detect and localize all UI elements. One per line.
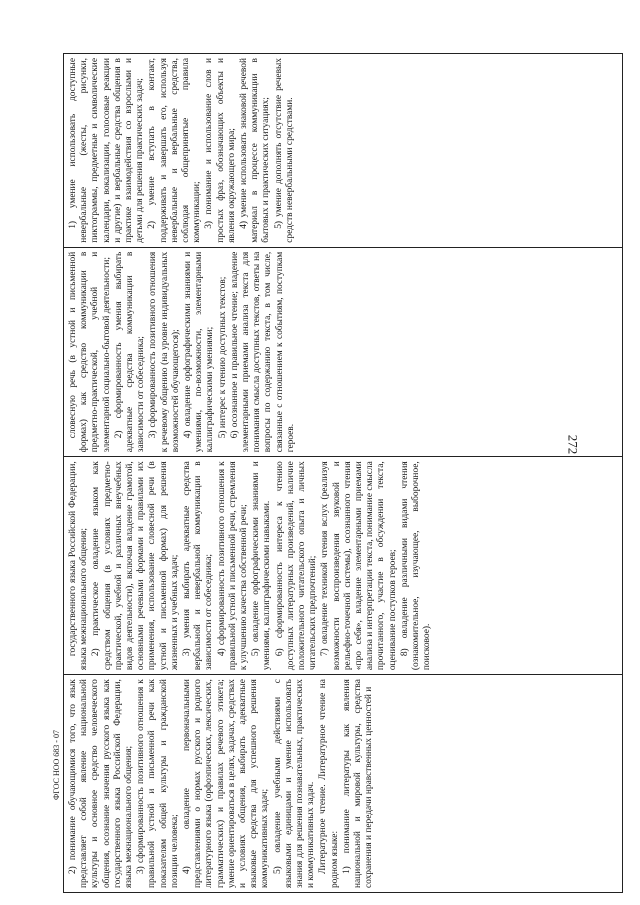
table-paragraph: 6) сформированность интереса к чтению доступных литературных произведений, наличие положительного читательского опыта и личных читательских предпочтений; (274, 461, 319, 671)
table-paragraph: 3) сформированность позитивного отношения к речевому общению (на уровне индивидуальных возможностей обучающегося); (148, 251, 181, 453)
table-paragraph: 3) понимание и использование слов и простых фраз, обозначающих объекты и явления окружающего мира; (204, 58, 237, 243)
table-paragraph: 5) умение дополнять отсутствие речевых средств невербальными средствами. (273, 58, 295, 243)
table-paragraph: 2) сформированность умения выбирать адекватные средства коммуникации в зависимости от собеседника; (113, 251, 147, 453)
table-paragraph: 5) интерес к чтению доступных текстов; (217, 276, 228, 439)
table-paragraph: 1) понимание литературы как явления национальной и мировой культуры, средства сохранения и передачи нравственных ценностей и (341, 679, 375, 888)
page-number: 272 (565, 434, 581, 455)
footer-code: ФГОС НОО 683 - 07 (52, 730, 61, 800)
table-column-4 (64, 54, 622, 247)
table-column-1 (64, 674, 622, 892)
table-column-2 (64, 456, 622, 674)
table-paragraph: 4) умение использовать знаковой речевой материал в процессе коммуникации в бытовых и практических ситуациях; (239, 58, 272, 243)
table-paragraph: 3) сформированность позитивного отношения к правильной устной и письменной речи как показателям общей культуры и гражданской позиции человека; (136, 679, 180, 888)
table-paragraph: государственного языка Российской Федерации, языка межнационального общения; (68, 461, 90, 671)
table-paragraph: 6) осознанное и правильное чтение; владение элементарными приемами анализа текста для понимания смысла доступных текстов, ответы на вопросы по содержанию текста, в том числе, связанные с отношением к событиям, поступкам героев. (229, 251, 296, 453)
table-paragraph: 5) овладение учебными действиями с языковыми единицами и умение использовать знания для решения познавательных, практических и коммуникативных задач. (272, 679, 317, 888)
table-paragraph: 5) овладение орфографическими знаниями и умениями, каллиграфическими навыками. (251, 461, 273, 671)
standards-table-rotated (63, 53, 623, 893)
table-paragraph: 4) овладение первоначальными представлениями о нормах русского и родного литературного языка (орфоэпических, лексических, грамматических) и правилах речевого этикета; умение ориентироваться в целях, задачах, средствах и условиях общения, выбирать адекватные языковые средства для успешного решения коммуникативных задач; (182, 679, 271, 888)
table-paragraph: Литературное чтение. Литературное чтение на родном языке: (318, 679, 340, 888)
table-paragraph: 2) практическое овладение языком как средством общения (в условиях предметно-практической, учебной и различных внеучебных видов деятельности), включая владение грамотой, основными речевыми формами и правилами их применения, использование словесной речи (в устной и письменной формах) для решения жизненных и учебных задач; (91, 461, 180, 671)
table-paragraph: 2) умение вступать в контакт, поддерживать и завершать его, используя невербальные и вербальные средства, соблюдая общепринятые правила коммуникации; (147, 58, 203, 243)
table-paragraph: 3) умения выбирать адекватные средства вербальной и невербальной коммуникации в зависимости от собеседника; (182, 461, 215, 671)
standards-table (63, 53, 623, 893)
table-paragraph: 8) овладение различными видами чтения (ознакомительное, изучающее, выборочное, поисковое). (399, 461, 433, 671)
table-paragraph: 7) овладение техникой чтения вслух (реализуя возможности воспроизведения звуковой и рельефно-точечной системы), осознанного чтения «про себя», владение элементарными приемами анализа и интерпретации текста, понимание смысла прочитанного, участие в обсуждении текста, оценивание поступков героев; (320, 461, 398, 671)
table-paragraph: 1) умение использовать доступные невербальные (жесты, рисунки, пиктограммы, предметные и символические календари, вокализации, голосовые реакции и другие) и вербальные средства общения в практике взаимодействия со взрослыми и детьми для решения практических задач; (68, 58, 146, 243)
table-paragraph: 4) сформированность позитивного отношения к правильной устной и письменной речи, стремления к улучшению качества собственной речи; (216, 461, 250, 671)
table-column-3 (64, 247, 622, 457)
table-paragraph: словесную речь (в устной и письменной формах) как средство коммуникации в предметно-практической, учебной и элементарной социально-бытовой деятельности; (68, 251, 112, 453)
table-paragraph: 2) понимание обучающимися того, что язык представляет собой явление национальной культуры и основное средство человеческого общения, осознание значения русского языка как государственного языка Российской Федерации, языка межнационального общения; (68, 679, 135, 888)
table-paragraph: 4) овладение орфографическими знаниями и умениями, по-возможности, элементарными каллиграфическими умениями; (183, 251, 216, 453)
